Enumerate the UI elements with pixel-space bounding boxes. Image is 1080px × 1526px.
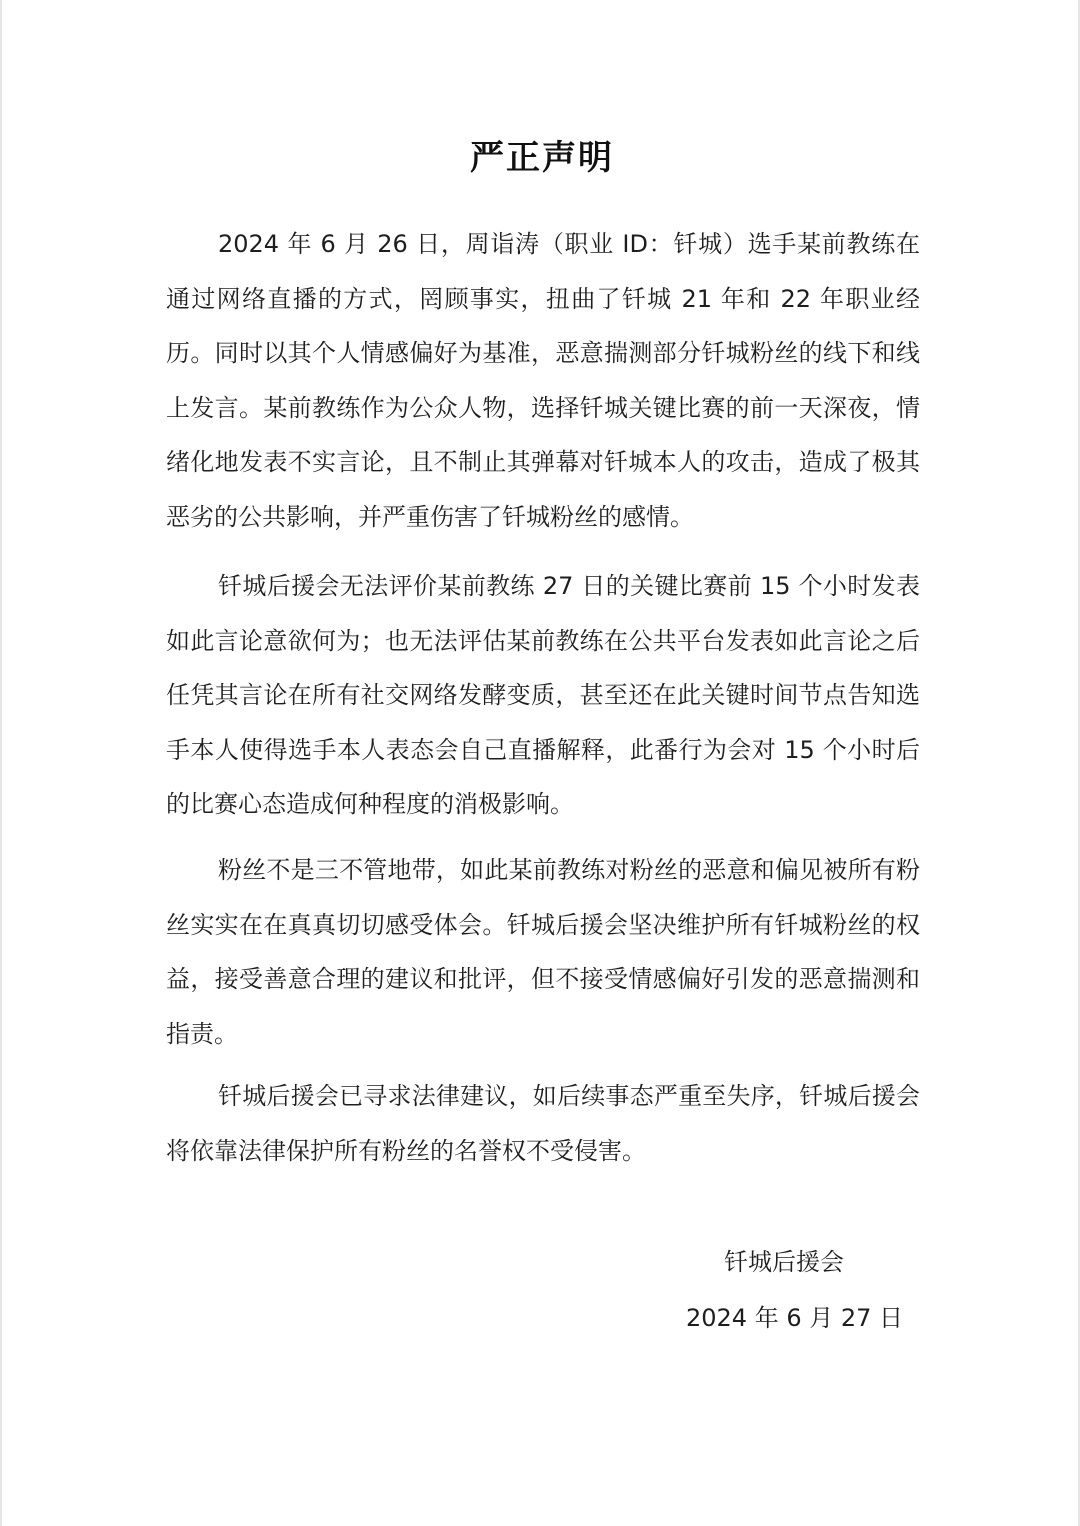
statement-paragraph-1: 2024 年 6 月 26 日，周诣涛（职业 ID：钎城）选手某前教练在通过网络直播的方式，罔顾事实，扭曲了钎城 21 年和 22 年职业经历。同时以其个人情感偏好为基准，恶意揣测部分钎城粉丝的线下和线上发言。某前教练作为公众人物，选择钎城关键比赛的前一天深夜，情绪化地发表不实言论，且不制止其弹幕对钎城本人的攻击，造成了极其恶劣的公共影响，并严重伤害了钎城粉丝的感情。 <box>166 230 920 531</box>
statement-paragraph-2: 钎城后援会无法评价某前教练 27 日的关键比赛前 15 个小时发表如此言论意欲何为；也无法评估某前教练在公共平台发表如此言论之后任凭其言论在所有社交网络发酵变质，甚至还在此关键时间节点告知选手本人使得选手本人表态会自己直播解释，此番行为会对 15 个小时后的比赛心态造成何种程度的消极影响。 <box>166 572 920 818</box>
signature-organization: 钎城后援会 <box>724 1248 844 1276</box>
statement-title: 严正声明 <box>470 138 614 178</box>
signature-date: 2024 年 6 月 27 日 <box>686 1304 904 1332</box>
statement-paragraph-4: 钎城后援会已寻求法律建议，如后续事态严重至失序，钎城后援会将依靠法律保护所有粉丝的名誉权不受侵害。 <box>166 1082 920 1165</box>
statement-paragraph-3: 粉丝不是三不管地带，如此某前教练对粉丝的恶意和偏见被所有粉丝实实在在真真切切感受体会。钎城后援会坚决维护所有钎城粉丝的权益，接受善意合理的建议和批评，但不接受情感偏好引发的恶意揣测和指责。 <box>166 856 920 1048</box>
